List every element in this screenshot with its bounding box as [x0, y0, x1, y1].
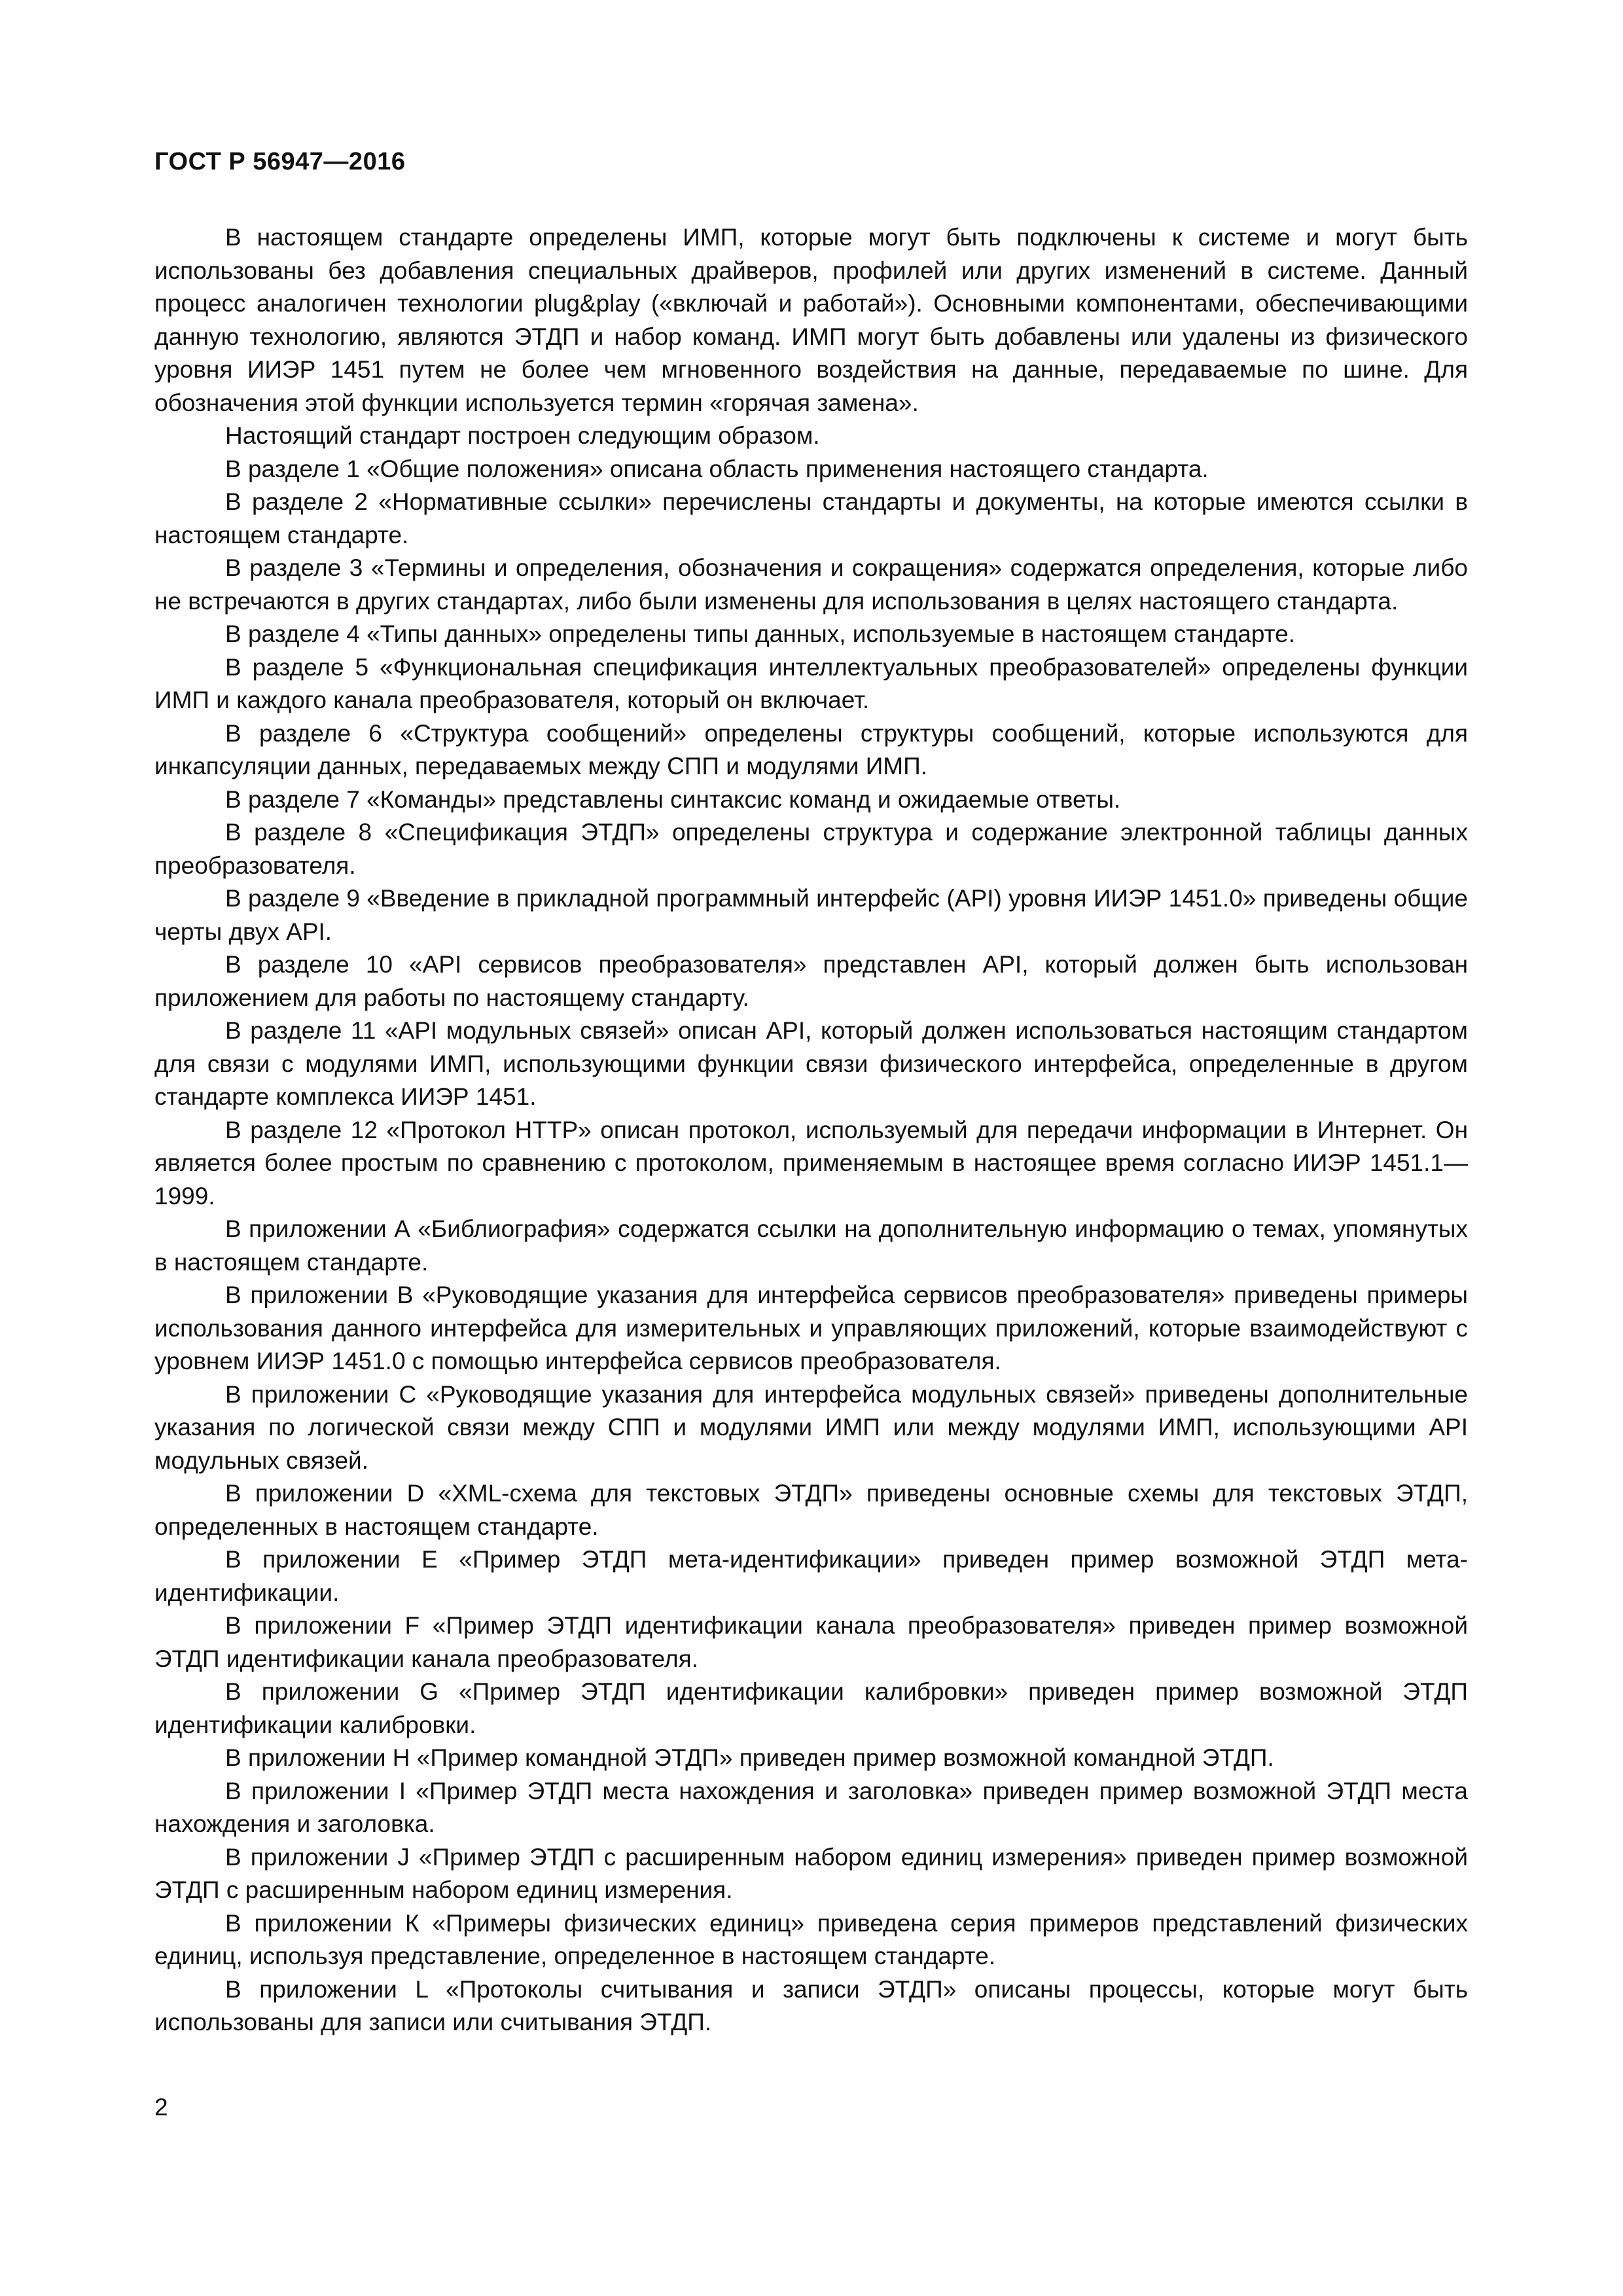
paragraph-section-9: В разделе 9 «Введение в прикладной программный интерфейс (API) уровня ИИЭР 1451.0» приведены общие черты двух API.	[154, 885, 1468, 945]
paragraph-section-5: В разделе 5 «Функциональная спецификация интеллектуальных преобразователей» определены функции ИМП и каждого канала преобразователя, который он включает.	[154, 653, 1468, 713]
body-text	[154, 221, 1468, 2039]
paragraph-section-7: В разделе 7 «Команды» представлены синтаксис команд и ожидаемые ответы.	[225, 785, 1121, 813]
paragraph-appendix-l: В приложении L «Протоколы считывания и записи ЭТДП» описаны процессы, которые могут быть использованы для записи или считывания ЭТДП.	[154, 1975, 1468, 2036]
paragraph-section-6: В разделе 6 «Структура сообщений» определены структуры сообщений, которые используются для инкапсуляции данных, передаваемых между СПП и модулями ИМП.	[154, 719, 1468, 780]
paragraph-section-11: В разделе 11 «API модульных связей» описан API, который должен использоваться настоящим стандартом для связи с модулями ИМП, использующими функции связи физического интерфейса, определенные в другом стандарте комплекса ИИЭР 1451.	[154, 1017, 1468, 1110]
paragraph-section-4: В разделе 4 «Типы данных» определены типы данных, используемые в настоящем стандарте.	[225, 620, 1295, 647]
paragraph-appendix-b: В приложении В «Руководящие указания для интерфейса сервисов преобразователя» приведены примеры использования данного интерфейса для измерительных и управляющих приложений, которые взаимодействуют с уровнем ИИЭР 1451.0 с помощью интерфейса сервисов преобразователя.	[154, 1282, 1468, 1374]
paragraph-section-2: В разделе 2 «Нормативные ссылки» перечислены стандарты и документы, на которые имеются ссылки в настоящем стандарте.	[154, 488, 1468, 548]
paragraph-appendix-d: В приложении D «XML-схема для текстовых ЭТДП» приведены основные схемы для текстовых ЭТДП, определенных в настоящем стандарте.	[154, 1480, 1468, 1540]
paragraph-appendix-j: В приложении J «Пример ЭТДП с расширенным набором единиц измерения» приведен пример возможной ЭТДП с расширенным набором единиц измерения.	[154, 1843, 1468, 1903]
paragraph-appendix-c: В приложении С «Руководящие указания для интерфейса модульных связей» приведены дополнительные указания по логической связи между СПП и модулями ИМП или между модулями ИМП, использующими API модульных связей.	[154, 1380, 1468, 1474]
paragraph-appendix-h: В приложении Н «Пример командной ЭТДП» приведен пример возможной командной ЭТДП.	[225, 1744, 1274, 1771]
paragraph-section-10: В разделе 10 «API сервисов преобразователя» представлен API, который должен быть использован приложением для работы по настоящему стандарту.	[154, 951, 1468, 1011]
page-number: 2	[154, 2094, 168, 2121]
paragraph-appendix-k: В приложении К «Примеры физических единиц» приведена серия примеров представлений физических единиц, используя представление, определенное в настоящем стандарте.	[154, 1909, 1468, 1969]
document-code-header: ГОСТ Р 56947—2016	[154, 148, 406, 175]
paragraph-appendix-i: В приложении I «Пример ЭТДП места нахождения и заголовка» приведен пример возможной ЭТДП места нахождения и заголовка.	[154, 1777, 1468, 1837]
paragraph-section-8: В разделе 8 «Спецификация ЭТДП» определены структура и содержание электронной таблицы данных преобразователя.	[154, 819, 1468, 879]
paragraph-appendix-a: В приложении А «Библиография» содержатся ссылки на дополнительную информацию о темах, упомянутых в настоящем стандарте.	[154, 1215, 1468, 1276]
paragraph-appendix-g: В приложении G «Пример ЭТДП идентификации калибровки» приведен пример возможной ЭТДП идентификации калибровки.	[154, 1678, 1468, 1738]
paragraph-section-12: В разделе 12 «Протокол HTTP» описан протокол, используемый для передачи информации в Интернет. Он является более простым по сравнению с протоколом, применяемым в настоящее время согласно ИИЭР 1451.1—1999.	[154, 1116, 1468, 1210]
paragraph-appendix-e: В приложении Е «Пример ЭТДП мета-идентификации» приведен пример возможной ЭТДП метаидентификации.	[154, 1546, 1468, 1606]
paragraph-section-1: В разделе 1 «Общие положения» описана область применения настоящего стандарта.	[225, 455, 1209, 482]
paragraph-section-3: В разделе 3 «Термины и определения, обозначения и сокращения» содержатся определения, которые либо не встречаются в других стандартах, либо были изменены для использования в целях настоящего стандарта.	[154, 554, 1468, 615]
paragraph-structure: Настоящий стандарт построен следующим образом.	[225, 422, 820, 449]
paragraph-intro: В настоящем стандарте определены ИМП, которые могут быть подключены к системе и могут быть использованы без добавления специальных драйверов, профилей или других изменений в системе. Данный процесс аналогичен технологии plug&play («включай и работай»). Основными компонентами, обеспечивающими данную технологию, являются ЭТДП и набор команд. ИМП могут быть добавлены или удалены из физического уровня ИИЭР 1451 путем не более чем мгновенного воздействия на данные, передаваемые по шине. Для обозначения этой функции используется термин «горячая замена».	[154, 224, 1468, 416]
paragraph-appendix-f: В приложении F «Пример ЭТДП идентификации канала преобразователя» приведен пример возможной ЭТДП идентификации канала преобразователя.	[154, 1612, 1468, 1672]
